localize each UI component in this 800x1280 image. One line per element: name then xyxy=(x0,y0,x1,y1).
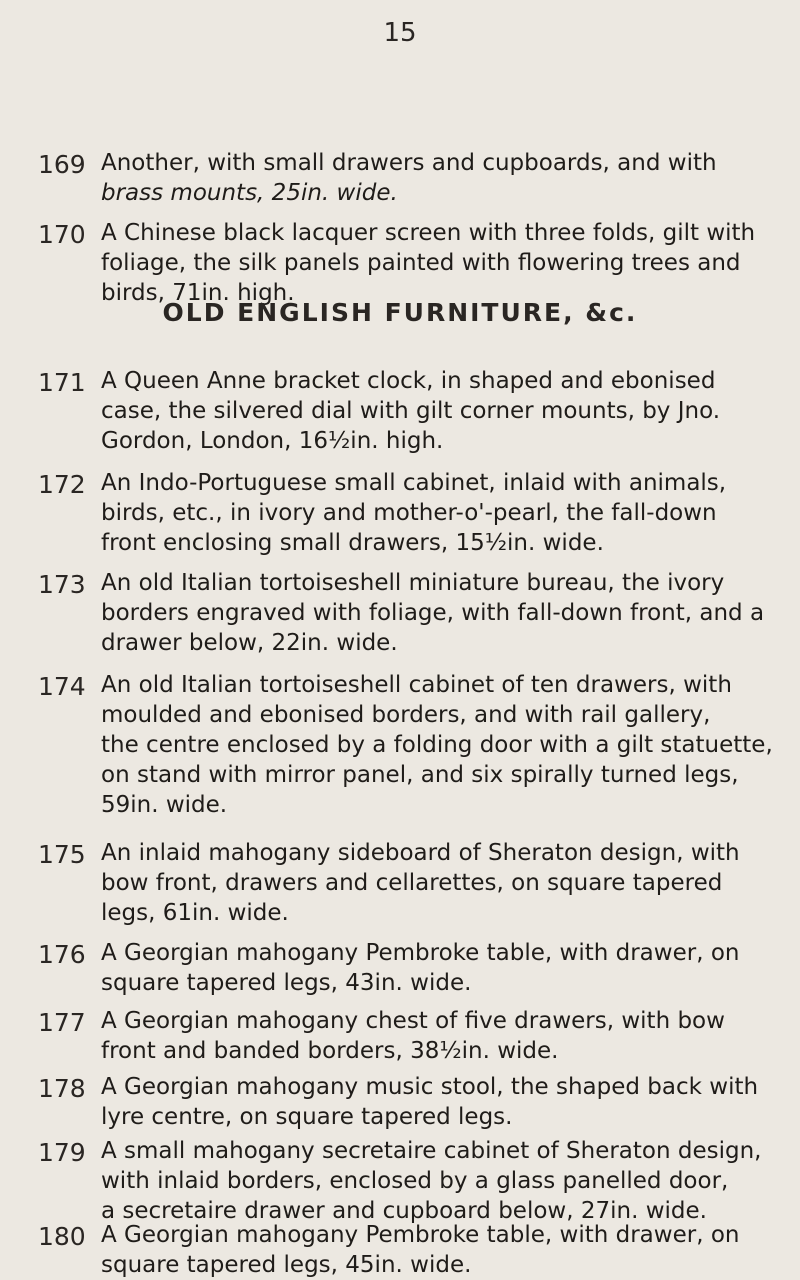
desc-line: A Georgian mahogany music stool, the shaped back with xyxy=(101,1074,759,1100)
desc-line: square tapered legs, 45in. wide. xyxy=(101,1252,472,1278)
lot-description xyxy=(101,1136,762,1226)
section-heading: OLD ENGLISH FURNITURE, &c. xyxy=(162,298,638,327)
desc-line: moulded and ebonised borders, and with rail gallery, xyxy=(101,702,711,728)
lot-number: 171 xyxy=(38,368,86,397)
desc-line: legs, 61in. wide. xyxy=(101,900,289,926)
lot-number: 174 xyxy=(38,672,86,701)
desc-line: Gordon, London, 16½in. high. xyxy=(101,428,444,454)
lot-description xyxy=(101,468,727,558)
lot-description xyxy=(101,938,740,998)
desc-line: lyre centre, on square tapered legs. xyxy=(101,1104,513,1130)
lot-description xyxy=(101,218,756,308)
lot-number: 175 xyxy=(38,840,86,869)
lot-description xyxy=(101,1220,740,1280)
desc-line: A Queen Anne bracket clock, in shaped and ebonised xyxy=(101,368,716,394)
desc-line: 59in. wide. xyxy=(101,792,228,818)
desc-line: A Georgian mahogany chest of five drawers, with bow xyxy=(101,1008,725,1034)
desc-line: birds, etc., in ivory and mother-o'-pearl, the fall-down xyxy=(101,500,717,526)
desc-line: A Georgian mahogany Pembroke table, with drawer, on xyxy=(101,1222,740,1248)
desc-line: with inlaid borders, enclosed by a glass panelled door, xyxy=(101,1168,729,1194)
lot-number: 176 xyxy=(38,940,86,969)
desc-line: drawer below, 22in. wide. xyxy=(101,630,398,656)
desc-line: An Indo-Portuguese small cabinet, inlaid with animals, xyxy=(101,470,727,496)
desc-line: on stand with mirror panel, and six spirally turned legs, xyxy=(101,762,739,788)
lot-number: 178 xyxy=(38,1074,86,1103)
desc-line: case, the silvered dial with gilt corner mounts, by Jno. xyxy=(101,398,721,424)
desc-line: foliage, the silk panels painted with flowering trees and xyxy=(101,250,741,276)
desc-line: Another, with small drawers and cupboards, and with xyxy=(101,150,717,176)
desc-line: An inlaid mahogany sideboard of Sheraton design, with xyxy=(101,840,740,866)
lot-description xyxy=(101,1006,725,1066)
page-number: 15 xyxy=(383,18,417,48)
lot-description xyxy=(101,568,765,658)
desc-line: a secretaire drawer and cupboard below, 27in. wide. xyxy=(101,1198,707,1224)
lot-description xyxy=(101,366,721,456)
lot-number: 180 xyxy=(38,1222,86,1251)
desc-line: front enclosing small drawers, 15½in. wide. xyxy=(101,530,604,556)
lot-description xyxy=(101,838,740,928)
desc-line: birds, 71in. high. xyxy=(101,280,295,306)
lot-number: 170 xyxy=(38,220,86,249)
desc-line: square tapered legs, 43in. wide. xyxy=(101,970,472,996)
desc-line: A Chinese black lacquer screen with three folds, gilt with xyxy=(101,220,756,246)
lot-number: 179 xyxy=(38,1138,86,1167)
desc-line: brass mounts, 25in. wide. xyxy=(101,180,398,206)
lot-number: 172 xyxy=(38,470,86,499)
desc-line: borders engraved with foliage, with fall-down front, and a xyxy=(101,600,765,626)
lot-number: 173 xyxy=(38,570,86,599)
lot-description xyxy=(101,148,717,208)
lot-description xyxy=(101,670,773,820)
desc-line: A Georgian mahogany Pembroke table, with drawer, on xyxy=(101,940,740,966)
lot-number: 169 xyxy=(38,150,86,179)
desc-line: An old Italian tortoiseshell cabinet of ten drawers, with xyxy=(101,672,732,698)
lot-description xyxy=(101,1072,759,1132)
desc-line: bow front, drawers and cellarettes, on square tapered xyxy=(101,870,723,896)
desc-line: An old Italian tortoiseshell miniature bureau, the ivory xyxy=(101,570,725,596)
desc-line: front and banded borders, 38½in. wide. xyxy=(101,1038,559,1064)
desc-line: A small mahogany secretaire cabinet of Sheraton design, xyxy=(101,1138,762,1164)
lot-number: 177 xyxy=(38,1008,86,1037)
desc-line: the centre enclosed by a folding door with a gilt statuette, xyxy=(101,732,773,758)
